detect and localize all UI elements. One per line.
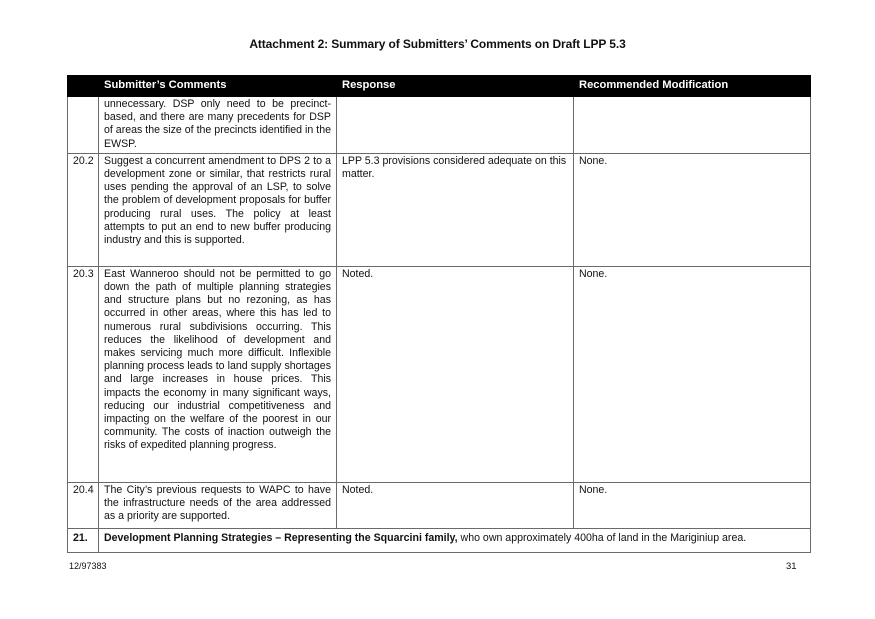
table-row	[68, 153, 811, 266]
header-recommended-modification: Recommended Modification	[574, 76, 811, 97]
row-comment: Suggest a concurrent amendment to DPS 2 to a development zone or similar, that restricts rural uses pending the approval of an LSP, to solve the problem of development proposals for buffer producing rural uses. The policy at least attempts to put an end to new buffer producing industry and this is supported.	[99, 153, 337, 266]
header-response: Response	[337, 76, 574, 97]
table-row	[68, 266, 811, 482]
header-submitters-comments: Submitter’s Comments	[99, 76, 337, 97]
document-reference: 12/97383	[69, 561, 107, 571]
section-description	[99, 528, 811, 552]
table-header-row	[68, 76, 811, 97]
section-row	[68, 528, 811, 552]
row-response	[337, 97, 574, 154]
header-number	[68, 76, 99, 97]
row-comment: The City’s previous requests to WAPC to have the infrastructure needs of the area addressed as a priority are supported.	[99, 482, 337, 528]
row-modification: None.	[574, 266, 811, 482]
row-id	[68, 97, 99, 154]
row-response: Noted.	[337, 482, 574, 528]
row-modification: None.	[574, 153, 811, 266]
row-response: LPP 5.3 provisions considered adequate on this matter.	[337, 153, 574, 266]
section-id: 21.	[68, 528, 99, 552]
row-id: 20.4	[68, 482, 99, 528]
row-comment: East Wanneroo should not be permitted to go down the path of multiple planning strategies and structure plans but no rezoning, as has occurred in other areas, where this has led to numerous rural subdivisions occurring. This reduces the likelihood of development and makes servicing much more difficult. Inflexible planning process leads to land supply shortages and large increases in house prices. This impacts the economy in many significant ways, reducing our industrial competitiveness and impacting on the welfare of the poorest in our community. The costs of inaction outweigh the risks of expedited planning progress.	[99, 266, 337, 482]
table-row	[68, 97, 811, 154]
row-comment: unnecessary. DSP only need to be precinct-based, and there are many precedents for DSP of areas the size of the precincts identified in the EWSP.	[99, 97, 337, 154]
submissions-table	[67, 75, 811, 553]
row-response: Noted.	[337, 266, 574, 482]
page-number: 31	[786, 561, 797, 572]
section-title: Development Planning Strategies – Representing the Squarcini family,	[104, 531, 458, 544]
table-row	[68, 482, 811, 528]
row-id: 20.2	[68, 153, 99, 266]
row-modification	[574, 97, 811, 154]
document-title: Attachment 2: Summary of Submitters’ Comments on Draft LPP 5.3	[249, 37, 626, 51]
row-modification: None.	[574, 482, 811, 528]
row-id: 20.3	[68, 266, 99, 482]
section-detail: who own approximately 400ha of land in the Mariginiup area.	[457, 531, 747, 544]
